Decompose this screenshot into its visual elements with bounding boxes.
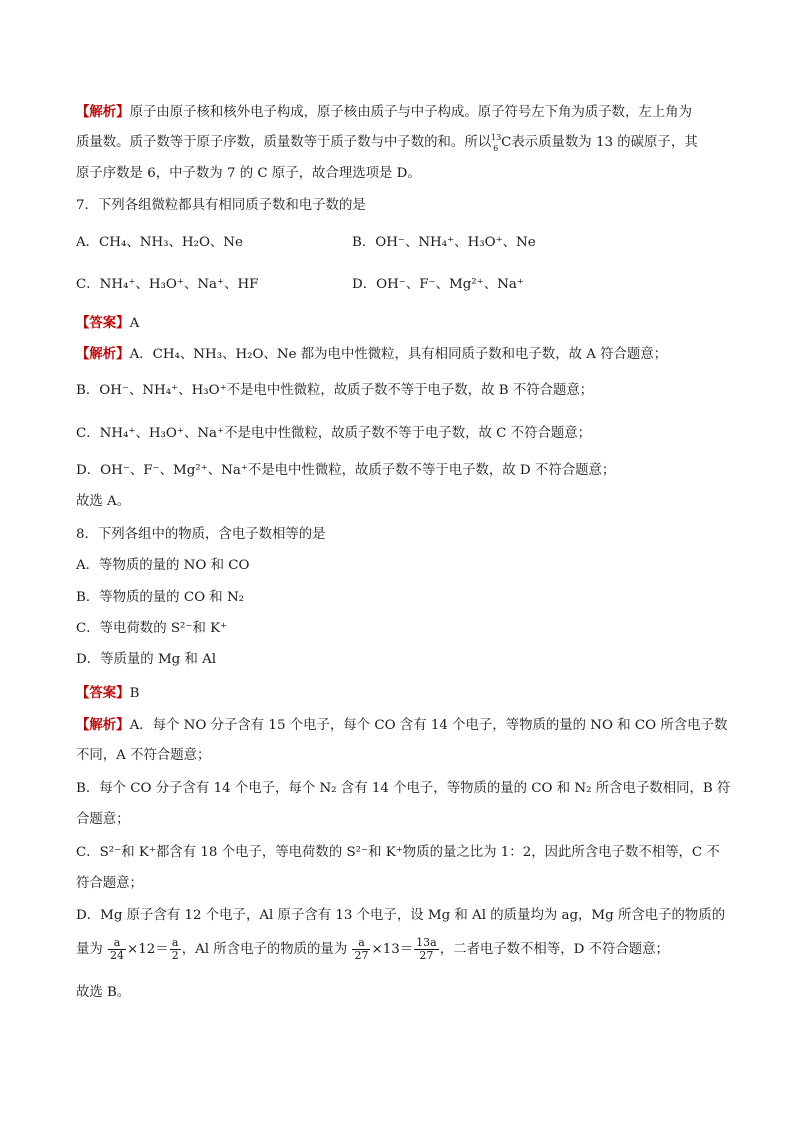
q7-option-c: C．NH₄⁺、H₃O⁺、Na⁺、HF bbox=[76, 277, 259, 292]
q8-explain-a2: 不同，A 不符合题意； bbox=[76, 748, 211, 763]
q8-option-a: A．等物质的量的 NO 和 CO bbox=[76, 558, 250, 573]
q8-explain-a1: A．每个 NO 分子含有 15 个电子，每个 CO 含有 14 个电子，等物质的量的 NO 和 CO 所含电子数 bbox=[129, 718, 728, 733]
q6-analysis-text1: 原子由原子核和核外电子构成，原子核由质子与中子构成。原子符号左下角为质子数，左上角为 bbox=[129, 105, 692, 120]
carbon-isotope-symbol bbox=[491, 134, 501, 152]
fraction-numerator: 13a bbox=[416, 936, 437, 949]
q7-stem: 7．下列各组微粒都具有相同质子数和电子数的是 bbox=[76, 198, 366, 213]
q8-d2-text-e: ，二者电子数不相等，D 不符合题意； bbox=[439, 942, 669, 957]
fraction-al-result bbox=[414, 937, 439, 962]
fraction-mg bbox=[108, 937, 126, 962]
q7-explain-a: A．CH₄、NH₃、H₂O、Ne 都为电中性微粒，具有相同质子数和电子数，故 A 符合题意； bbox=[129, 347, 668, 362]
q8-option-b: B．等物质的量的 CO 和 N₂ bbox=[76, 590, 245, 605]
iso-mass-number: 13 bbox=[491, 132, 502, 142]
q8-stem: 8．下列各组中的物质，含电子数相等的是 bbox=[76, 527, 326, 542]
answer-tag: 【答案】 bbox=[76, 685, 130, 701]
q7-conclusion: 故选 A。 bbox=[76, 494, 131, 509]
q8-answer-line bbox=[76, 683, 139, 704]
fraction-denominator: 2 bbox=[171, 949, 179, 962]
q7-option-a: A．CH₄、NH₃、H₂O、Ne bbox=[76, 235, 243, 250]
q8-d2-text-a: 量为 bbox=[76, 942, 103, 957]
analysis-tag: 【解析】 bbox=[76, 346, 130, 362]
q8-explain-c1: C．S²⁻和 K⁺都含有 18 个电子，等电荷数的 S²⁻和 K⁺物质的量之比为 1：2，因此所含电子数不相等，C 不 bbox=[76, 845, 720, 860]
q8-d2-text-d: ×13＝ bbox=[371, 942, 414, 957]
fraction-denominator: 27 bbox=[419, 949, 434, 962]
q8-explain-d1: D．Mg 原子含有 12 个电子，Al 原子含有 13 个电子，设 Mg 和 Al 的质量均为 ag，Mg 所含电子的物质的 bbox=[76, 908, 726, 923]
fraction-al bbox=[352, 937, 370, 962]
fraction-numerator: a bbox=[352, 937, 370, 950]
analysis-tag: 【解析】 bbox=[76, 717, 130, 733]
fraction-numerator: a bbox=[170, 937, 181, 950]
q7-explain-d: D．OH⁻、F⁻、Mg²⁺、Na⁺不是电中性微粒，故质子数不等于电子数，故 D 不符合题意； bbox=[76, 463, 616, 478]
q8-option-c: C．等电荷数的 S²⁻和 K⁺ bbox=[76, 621, 228, 636]
q7-analysis-a bbox=[76, 344, 667, 365]
fraction-denominator: 27 bbox=[354, 949, 369, 962]
q8-conclusion: 故选 B。 bbox=[76, 985, 131, 1000]
q7-explain-b: B．OH⁻、NH₄⁺、H₃O⁺不是电中性微粒，故质子数不等于电子数，故 B 不符合题意； bbox=[76, 383, 594, 398]
q6-analysis-line2 bbox=[76, 133, 698, 153]
q8-d2-text-b: ×12＝ bbox=[127, 942, 169, 957]
fraction-numerator: a bbox=[108, 937, 126, 950]
fraction-denominator: 24 bbox=[110, 949, 125, 962]
q8-explain-b1: B．每个 CO 分子含有 14 个电子，每个 N₂ 含有 14 个电子，等物质的量的 CO 和 N₂ 所含电子数相同，B 符 bbox=[76, 781, 731, 796]
q8-explain-b2: 合题意； bbox=[76, 812, 130, 827]
q8-answer: B bbox=[129, 686, 140, 701]
answer-tag: 【答案】 bbox=[76, 315, 130, 331]
q6-analysis-text2b: C表示质量数为 13 的碳原子，其 bbox=[501, 135, 698, 150]
q7-answer: A bbox=[129, 316, 140, 331]
q8-explain-d2 bbox=[76, 937, 669, 962]
iso-atomic-number: 6 bbox=[493, 143, 499, 153]
q6-analysis-line1 bbox=[76, 102, 692, 123]
q8-explain-c2: 符合题意； bbox=[76, 876, 143, 891]
q7-option-b: B．OH⁻、NH₄⁺、H₃O⁺、Ne bbox=[352, 235, 536, 250]
q7-explain-c: C．NH₄⁺、H₃O⁺、Na⁺不是电中性微粒，故质子数不等于电子数，故 C 不符合题意； bbox=[76, 426, 592, 441]
q7-answer-line bbox=[76, 313, 139, 334]
analysis-tag: 【解析】 bbox=[76, 104, 130, 120]
q6-analysis-line3: 原子序数是 6，中子数为 7 的 C 原子，故合理选项是 D。 bbox=[76, 166, 421, 181]
q8-analysis-a1 bbox=[76, 715, 727, 736]
q8-option-d: D．等质量的 Mg 和 Al bbox=[76, 652, 217, 667]
q8-d2-text-c: ，Al 所含电子的物质的量为 bbox=[181, 942, 348, 957]
q6-analysis-text2a: 质量数。质子数等于原子序数，质量数等于质子数与中子数的和。所以 bbox=[76, 135, 492, 150]
q7-option-d: D．OH⁻、F⁻、Mg²⁺、Na⁺ bbox=[352, 277, 524, 292]
fraction-mg-result bbox=[170, 937, 181, 962]
